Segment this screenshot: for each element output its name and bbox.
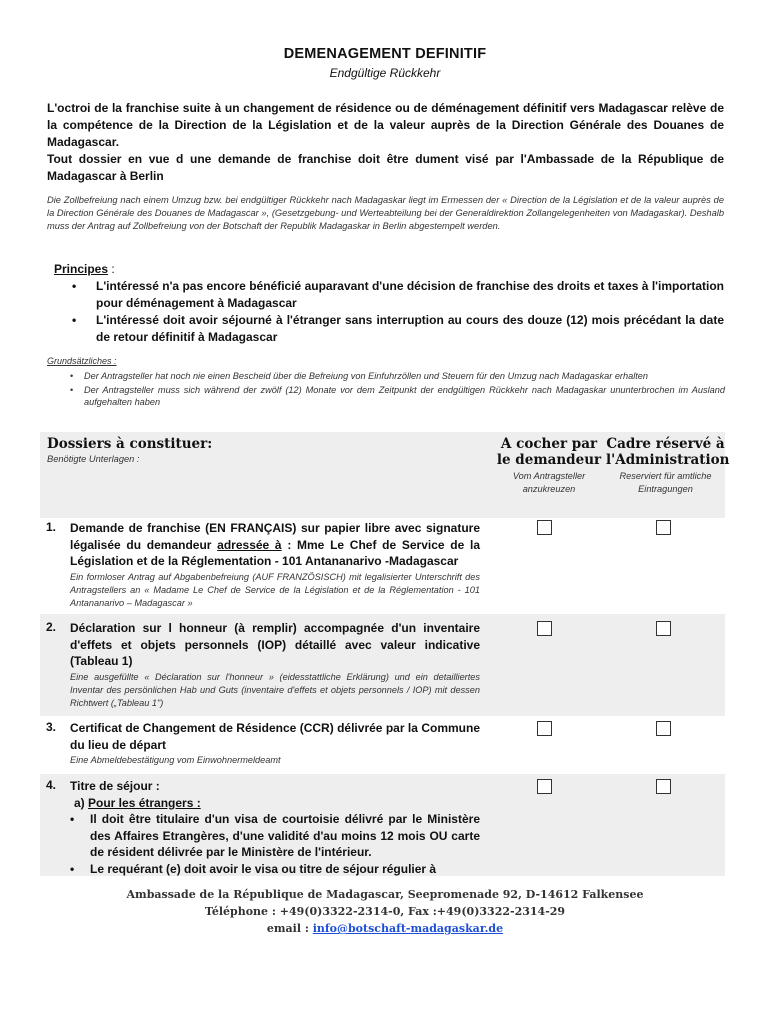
row-number: 2. [46, 620, 57, 634]
bullet: • [72, 313, 77, 327]
sub-heading-text: Pour les étrangers : [88, 795, 201, 810]
principes-title: Principes [54, 262, 109, 276]
row-text: Certificat de Changement de Résidence (CCR) délivrée par la Commune du lieu de départ [70, 721, 480, 752]
administration-title: Cadre réservé à l'Administration [606, 436, 730, 468]
applicant-checkbox[interactable] [537, 520, 552, 535]
email-link[interactable]: info@botschaft-madagaskar.de [312, 922, 504, 935]
bullet: • [70, 812, 75, 826]
admin-checkbox[interactable] [656, 721, 671, 736]
grundsatz-text: Der Antragsteller hat noch nie einen Bescheid über die Befreiung von Einfuhrzöllen und Steuern für den Umzug nach Madagaskar erhalten [84, 371, 649, 381]
bullet: • [70, 371, 74, 381]
applicant-checkbox[interactable] [537, 779, 552, 794]
bullet: • [70, 861, 75, 876]
demandeur-title: A cocher par le demandeur [496, 436, 602, 468]
list-item [70, 861, 480, 877]
grundsatz-text: Der Antragsteller muss sich während der zwölf (12) Monate vor dem Zeitpunkt der endgültigen Rückkehr nach Madagaskar ununterbrochen im Ausland aufgehalten haben [84, 384, 725, 407]
principes-colon: : [108, 262, 115, 276]
row-content [46, 520, 480, 610]
list-item [72, 312, 724, 346]
table-header [40, 432, 730, 518]
table-row [40, 518, 725, 614]
footer-email-line [0, 920, 770, 937]
principe-text: L'intéressé n'a pas encore bénéficié auparavant d'une décision de franchise des droits et taxes à l'importation pour déménagement à Madagascar [96, 279, 724, 310]
row-text [70, 520, 480, 570]
applicant-checkbox[interactable] [537, 721, 552, 736]
footer-phone: Téléphone : +49(0)3322-2314-0, Fax :+49(0)3322-2314-29 [204, 905, 566, 918]
row-text: Déclaration sur l honneur (à remplir) accompagnée d'un inventaire d'effets et objets personnels (IOP) détaillé avec valeur indicative (Tableau 1) [70, 621, 480, 668]
intro-paragraph-2: Tout dossier en vue d une demande de franchise doit être dument visé par l'Ambassade de la République de Madagascar à Berlin [47, 152, 724, 183]
table-row [40, 774, 725, 876]
email-label: email : [266, 922, 313, 935]
grundsaetze-list [70, 370, 725, 410]
principes-list [72, 278, 724, 346]
list-item [70, 384, 725, 409]
bullet-text: Il doit être titulaire d'un visa de courtoisie délivré par le Ministère des Affaires Etrangères, d'une validité d'au moins 12 mois OU carte de résident délivrée par le Ministère de l'intérieur. [90, 812, 480, 859]
grundsaetze-colon: : [111, 356, 117, 366]
principes-heading [54, 262, 115, 276]
dossiers-title: Dossiers à constituer: [47, 436, 213, 452]
dossiers-subtitle: Benötigte Unterlagen : [47, 454, 140, 464]
intro-french [47, 100, 724, 185]
row-text-underlined: adressée à [217, 537, 282, 552]
admin-checkbox[interactable] [656, 779, 671, 794]
administration-subtitle: Reserviert für amtliche Eintragungen [619, 471, 712, 494]
header-demandeur [492, 436, 606, 496]
intro-german: Die Zollbefreiung nach einem Umzug bzw. bei endgültiger Rückkehr nach Madagaskar liegt im Ermessen der « Direction de la Législation et de la valeur auprès de la Direction Générale des Douanes de Madagascar », (Gesetzgebung- und Werteabteilung bei der Generaldirektion Zollangelegenheiten von Madagaskar). Deshalb muss der Antrag auf Zollbefreiung von der Botschaft der Republik Madagaskar in Berlin abgestempelt werden. [47, 195, 724, 232]
row-number: 3. [46, 720, 57, 734]
row-text-part: Demande de franchise (EN FRANÇAIS) sur papier libre avec signature légalisée du demandeur [70, 521, 480, 552]
principe-text: L'intéressé doit avoir séjourné à l'étranger sans interruption au cours des douze (12) mois précédant la date de retour définitif à Madagascar [96, 313, 724, 344]
list-item [70, 811, 480, 861]
table-row [40, 614, 725, 716]
bullet-text: Le requérant (e) doit avoir le visa ou titre de séjour régulier à [90, 861, 437, 876]
intro-paragraph-1: L'octroi de la franchise suite à un changement de résidence ou de déménagement définitif vers Madagascar relève de la compétence de la Direction de la Législation et de la valeur auprès de la Direction Générale des Douanes de Madagascar. [47, 101, 724, 149]
grundsaetze-heading [47, 356, 117, 366]
header-dossiers [47, 436, 212, 464]
row-sub-heading [74, 795, 480, 812]
bullet: • [72, 279, 77, 293]
list-item [72, 278, 724, 312]
row-bullet-list [70, 811, 480, 876]
row-text-part: : Mme Le Chef de Service de la Législation et de la Réglementation - 101 Antananarivo -Madagascar [70, 537, 480, 568]
sub-prefix: a) [74, 795, 89, 810]
applicant-checkbox[interactable] [537, 621, 552, 636]
row-number: 1. [46, 520, 57, 534]
document-subtitle: Endgültige Rückkehr [329, 66, 441, 80]
row-content [46, 620, 480, 710]
list-item [70, 370, 725, 383]
row-text: Titre de séjour : [70, 779, 160, 793]
table-row [40, 716, 725, 774]
footer-address: Ambassade de la République de Madagascar, Seepromenade 92, D-14612 Falkensee [126, 888, 644, 901]
header-administration [606, 436, 730, 496]
row-content [46, 778, 480, 876]
grundsaetze-title: Grundsätzliches [47, 356, 112, 366]
row-german-text: Eine Abmeldebestätigung vom Einwohnermeldeamt [70, 755, 281, 765]
document-title: DEMENAGEMENT DEFINITIF [283, 46, 487, 62]
row-german-text: Eine ausgefüllte « Déclaration sur l'honneur » (eidesstattliche Erklärung) und ein detailliertes Inventar des persönlichen Hab und Guts (inventaire d'effets et objets personnels / IOP) mit dessen Richtwert („Tableau 1") [70, 671, 480, 708]
row-german-text: Ein formloser Antrag auf Abgabenbefreiung (AUF FRANZÖSISCH) mit legalisierter Unterschrift des Antragstellers an « Madame Le Chef de Service de la Législation et de la Réglementation - 101 Antananarivo – Madagascar » [70, 571, 480, 608]
row-number: 4. [46, 778, 57, 792]
demandeur-subtitle: Vom Antragsteller anzukreuzen [512, 471, 586, 494]
admin-checkbox[interactable] [656, 621, 671, 636]
bullet: • [70, 384, 74, 395]
admin-checkbox[interactable] [656, 520, 671, 535]
row-content [46, 720, 480, 767]
footer [0, 886, 770, 937]
